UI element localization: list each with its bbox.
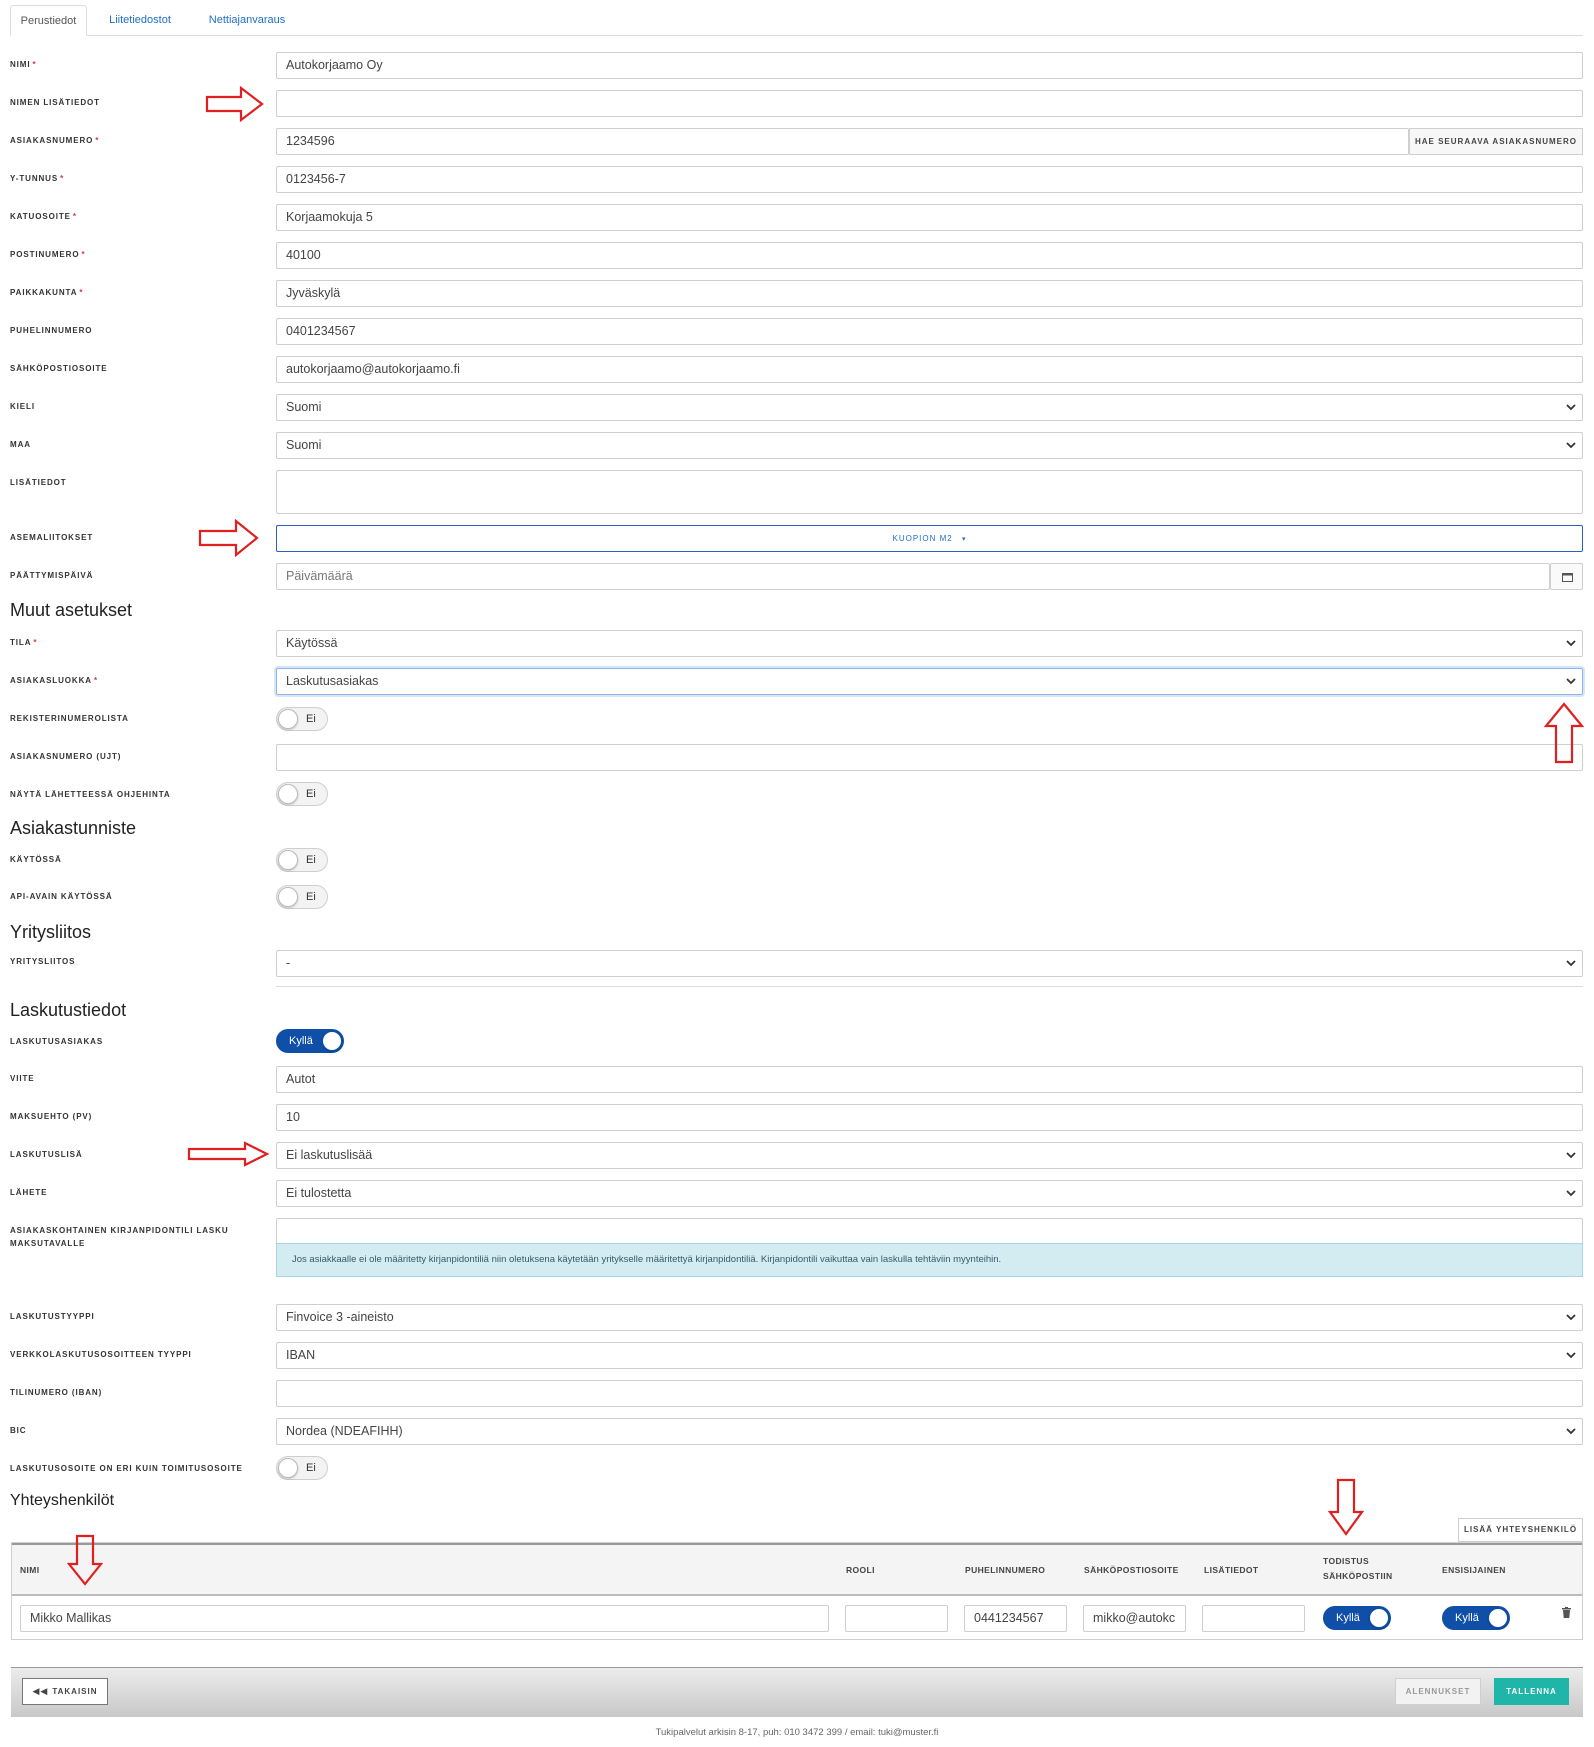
contact-phone-input[interactable]: 0441234567 (964, 1605, 1067, 1632)
annotation-arrow-down-icon (67, 1534, 103, 1586)
save-button[interactable]: TALLENNA (1494, 1678, 1569, 1705)
paikkakunta-input[interactable]: Jyväskylä (276, 280, 1583, 307)
label-puhelinnumero: PUHELINNUMERO (10, 326, 93, 335)
toggle-knob (278, 784, 298, 804)
label-viite: VIITE (10, 1074, 35, 1083)
annotation-arrow-down-icon (1328, 1478, 1364, 1536)
label-paikkakunta: PAIKKAKUNTA * (10, 288, 84, 297)
kirjanpitotili-input[interactable] (276, 1218, 1583, 1245)
viite-input[interactable]: Autot (276, 1066, 1583, 1093)
chevron-down-icon (1566, 677, 1576, 685)
support-text: Tukipalvelut arkisin 8-17, puh: 010 3472 399 / email: tuki@muster.fi (655, 1727, 939, 1738)
kirjanpitotili-info: Jos asiakkaalle ei ole määritetty kirjanpidontiliä niin oletuksena käytetään yritykselle määritettyä kirjanpidontiliä. Kirjanpidontili vaikuttaa vain laskulla tehtäviin myynteihin. (276, 1243, 1583, 1277)
table-header (12, 1543, 1582, 1596)
label-paattymispaiva: PÄÄTTYMISPÄIVÄ (10, 571, 94, 580)
label-katuosoite: KATUOSOITE * (10, 212, 77, 221)
footer-bar (11, 1667, 1583, 1717)
chevron-down-icon (1566, 1313, 1576, 1321)
contact-info-input[interactable] (1202, 1605, 1305, 1632)
contact-role-input[interactable] (845, 1605, 948, 1632)
verkkolasku-tyyppi-select[interactable]: IBAN (276, 1342, 1583, 1369)
annotation-arrow-right-icon (198, 519, 260, 557)
section-yhteyshenkilot: Yhteyshenkilöt (10, 1492, 115, 1509)
section-muut-asetukset: Muut asetukset (10, 600, 133, 620)
bic-select[interactable]: Nordea (NDEAFIHH) (276, 1418, 1583, 1445)
label-nimen-lisatiedot: NIMEN LISÄTIEDOT (10, 98, 100, 107)
tilinumero-input[interactable] (276, 1380, 1583, 1407)
toggle-knob (278, 850, 298, 870)
th-lisatiedot: LISÄTIEDOT (1204, 1565, 1259, 1575)
label-postinumero: POSTINUMERO * (10, 250, 86, 259)
chevron-down-icon (1566, 1151, 1576, 1159)
toggle-label: Ei (306, 891, 316, 903)
toggle-label: Ei (306, 854, 316, 866)
divider (276, 986, 1583, 987)
label-tilinumero: TILINUMERO (IBAN) (10, 1388, 103, 1397)
puhelinnumero-input[interactable]: 0401234567 (276, 318, 1583, 345)
ensisijainen-toggle[interactable] (1442, 1606, 1510, 1630)
label-asiakasnumero-ujt: ASIAKASNUMERO (UJT) (10, 752, 122, 761)
label-eri-osoite: LASKUTUSOSOITE ON ERI KUIN TOIMITUSOSOITE (10, 1464, 243, 1473)
toggle-label: Ei (306, 1462, 316, 1474)
todistus-toggle[interactable] (1323, 1606, 1391, 1630)
asiakasluokka-select[interactable]: Laskutusasiakas (276, 668, 1583, 695)
caret-down-icon: ▾ (961, 536, 967, 543)
toggle-label: Ei (306, 713, 316, 725)
toggle-label: Kyllä (289, 1035, 313, 1047)
label-asemaliitokset: ASEMALIITOKSET (10, 533, 94, 542)
label-laskutuslisa: LASKUTUSLISÄ (10, 1150, 83, 1159)
api-avain-toggle[interactable] (276, 885, 328, 909)
label-laskutusasiakas: LASKUTUSASIAKAS (10, 1037, 104, 1046)
label-maa: MAA (10, 440, 31, 449)
section-asiakastunniste: Asiakastunniste (10, 818, 137, 838)
label-sahkoposti: SÄHKÖPOSTIOSOITE (10, 364, 108, 373)
toggle-label: Kyllä (1336, 1612, 1360, 1624)
label-ytunnus: Y-TUNNUS * (10, 174, 65, 183)
label-nimi: NIMI * (10, 60, 37, 69)
contacts-table (11, 1542, 1583, 1640)
toggle-knob (278, 709, 298, 729)
toggle-knob (278, 887, 298, 907)
annotation-arrow-right-icon (205, 86, 265, 122)
label-tila: TILA * (10, 638, 38, 647)
toggle-knob (1369, 1608, 1389, 1628)
tab-nettiajanvaraus[interactable]: Nettiajanvaraus (208, 14, 286, 26)
chevron-down-icon (1566, 639, 1576, 647)
label-maksuehto: MAKSUEHTO (PV) (10, 1112, 93, 1121)
label-asiakasluokka: ASIAKASLUOKKA * (10, 676, 98, 685)
label-kaytossa: KÄYTÖSSÄ (10, 855, 62, 864)
label-nayta-ohjehinta: NÄYTÄ LÄHETTEESSÄ OHJEHINTA (10, 790, 171, 799)
next-customer-number-button[interactable]: HAE SEURAAVA ASIAKASNUMERO (1409, 128, 1583, 155)
chevron-down-icon (1566, 959, 1576, 967)
paattymispaiva-input[interactable]: Päivämäärä (276, 563, 1550, 590)
laskutustyyppi-select[interactable]: Finvoice 3 -aineisto (276, 1304, 1583, 1331)
th-sahkoposti: SÄHKÖPOSTIOSOITE (1084, 1565, 1179, 1575)
postinumero-input[interactable]: 40100 (276, 242, 1583, 269)
eri-osoite-toggle[interactable] (276, 1456, 328, 1480)
asiakasnumero-ujt-input[interactable] (276, 744, 1583, 771)
label-verkkolasku-tyyppi: VERKKOLASKUTUSOSOITTEEN TYYPPI (10, 1350, 192, 1359)
nayta-ohjehinta-toggle[interactable] (276, 782, 328, 806)
laskutusasiakas-toggle[interactable] (276, 1029, 344, 1053)
maksuehto-input[interactable]: 10 (276, 1104, 1583, 1131)
double-chevron-left-icon: ◀◀ (32, 1686, 49, 1696)
laskutuslisa-select[interactable]: Ei laskutuslisää (276, 1142, 1583, 1169)
label-lisatiedot: LISÄTIEDOT (10, 478, 67, 487)
toggle-label: Kyllä (1455, 1612, 1479, 1624)
chevron-down-icon (1566, 403, 1576, 411)
toggle-knob (278, 1458, 298, 1478)
calendar-icon (1562, 572, 1573, 582)
contact-name-input[interactable]: Mikko Mallikas (20, 1605, 829, 1632)
label-rekisterinumerolista: REKISTERINUMEROLISTA (10, 714, 129, 723)
th-puhelin: PUHELINNUMERO (965, 1565, 1046, 1575)
trash-icon[interactable] (1562, 1607, 1571, 1618)
maa-select[interactable]: Suomi (276, 432, 1583, 459)
th-ensisijainen: ENSISIJAINEN (1442, 1565, 1506, 1575)
rekisterinumerolista-toggle[interactable] (276, 707, 328, 731)
tila-select[interactable]: Käytössä (276, 630, 1583, 657)
kieli-select[interactable]: Suomi (276, 394, 1583, 421)
th-nimi: NIMI (20, 1565, 40, 1575)
toggle-knob (1488, 1608, 1508, 1628)
calendar-button[interactable] (1550, 563, 1583, 590)
sahkoposti-input[interactable]: autokorjaamo@autokorjaamo.fi (276, 356, 1583, 383)
tab-perustiedot[interactable]: Perustiedot (10, 5, 87, 36)
label-yritysliitos: YRITYSLIITOS (10, 957, 76, 966)
toggle-knob (322, 1031, 342, 1051)
chevron-down-icon (1566, 1189, 1576, 1197)
katuosoite-input[interactable]: Korjaamokuja 5 (276, 204, 1583, 231)
section-laskutustiedot: Laskutustiedot (10, 1000, 127, 1020)
tab-liitetiedostot[interactable]: Liitetiedostot (109, 14, 171, 26)
asiakasnumero-input[interactable]: 1234596 (276, 128, 1409, 155)
kaytossa-toggle[interactable] (276, 848, 328, 872)
add-contact-button[interactable]: LISÄÄ YHTEYSHENKILÖ (1458, 1518, 1583, 1542)
label-bic: BIC (10, 1426, 27, 1435)
th-todistus: TODISTUS SÄHKÖPOSTIIN (1323, 1556, 1393, 1581)
asemaliitokset-multiselect[interactable]: KUOPION M2 ▾ (276, 525, 1583, 552)
back-button[interactable]: ◀◀ TAKAISIN (22, 1678, 108, 1705)
discounts-button[interactable]: ALENNUKSET (1395, 1678, 1481, 1705)
label-api-avain: API-AVAIN KÄYTÖSSÄ (10, 892, 113, 901)
chevron-down-icon (1566, 1427, 1576, 1435)
lisatiedot-textarea[interactable] (276, 470, 1583, 514)
nimen-lisatiedot-input[interactable] (276, 90, 1583, 117)
th-rooli: ROOLI (846, 1565, 875, 1575)
chevron-down-icon (1566, 441, 1576, 449)
label-laskutustyyppi: LASKUTUSTYYPPI (10, 1312, 95, 1321)
ytunnus-input[interactable]: 0123456-7 (276, 166, 1583, 193)
chevron-down-icon (1566, 1351, 1576, 1359)
label-lahete: LÄHETE (10, 1188, 48, 1197)
yritysliitos-select[interactable]: - (276, 950, 1583, 977)
annotation-arrow-up-icon (1544, 702, 1584, 764)
annotation-arrow-right-icon (187, 1141, 269, 1167)
contact-email-input[interactable]: mikko@autokc (1083, 1605, 1186, 1632)
lahete-select[interactable]: Ei tulostetta (276, 1180, 1583, 1207)
tab-bar (10, 5, 1583, 36)
label-kirjanpitotili: ASIAKASKOHTAINEN KIRJANPIDONTILI LASKU MAKSUTAVALLE (10, 1226, 229, 1248)
section-yritysliitos: Yritysliitos (10, 922, 92, 942)
toggle-label: Ei (306, 788, 316, 800)
label-kieli: KIELI (10, 402, 35, 411)
nimi-input[interactable]: Autokorjaamo Oy (276, 52, 1583, 79)
label-asiakasnumero: ASIAKASNUMERO * (10, 136, 100, 145)
